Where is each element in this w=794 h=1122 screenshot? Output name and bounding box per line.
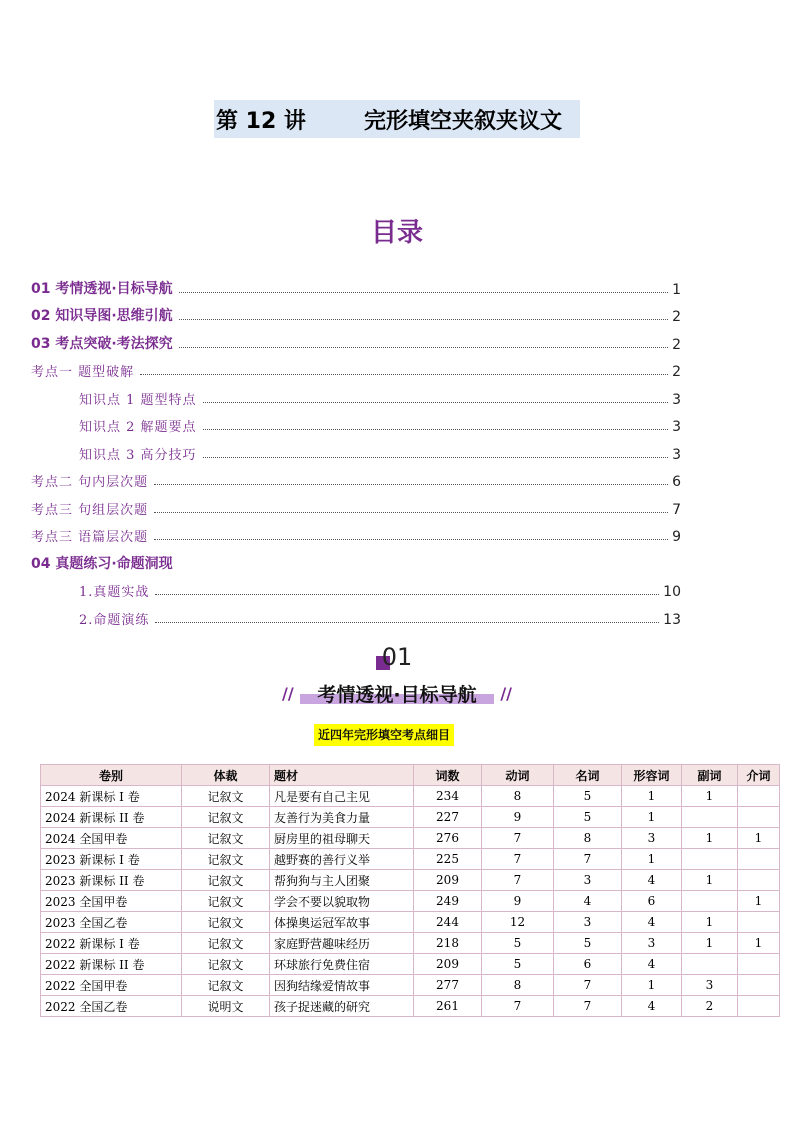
table-row: [41, 912, 780, 933]
table-row: [41, 954, 780, 975]
toc-entry[interactable]: 知识点 1 题型特点 3: [79, 392, 681, 408]
toc-entry[interactable]: 2.命题演练 13: [79, 612, 681, 628]
table-cell: 6: [554, 954, 622, 975]
toc-entry[interactable]: 03 考点突破·考法探究 2: [31, 336, 681, 353]
toc-entry[interactable]: 1.真题实战 10: [79, 584, 681, 600]
table-cell: [682, 891, 738, 912]
toc-entry[interactable]: 考点一 题型破解 2: [31, 364, 681, 380]
table-cell: 4: [622, 912, 682, 933]
table-cell: 记叙文: [182, 912, 270, 933]
table-cell: 7: [554, 849, 622, 870]
table-cell: 2023 新课标 I 卷: [41, 849, 182, 870]
section-number: 01: [381, 643, 413, 671]
table-cell: 4: [622, 954, 682, 975]
table-cell: 5: [554, 807, 622, 828]
table-cell: 说明文: [182, 996, 270, 1017]
table-cell: 249: [414, 891, 482, 912]
table-cell: 1: [682, 828, 738, 849]
table-cell: 2022 新课标 II 卷: [41, 954, 182, 975]
table-cell: 5: [554, 786, 622, 807]
table-cell: 209: [414, 870, 482, 891]
table-caption: 近四年完形填空考点细目: [314, 724, 454, 746]
table-cell: 2022 全国乙卷: [41, 996, 182, 1017]
table-cell: 8: [482, 786, 554, 807]
table-cell: 1: [738, 828, 780, 849]
lecture-title: [214, 100, 580, 138]
toc-entry[interactable]: 01 考情透视·目标导航 1: [31, 281, 681, 298]
table-cell: 记叙文: [182, 849, 270, 870]
table-header-row: [41, 765, 780, 786]
table-cell: 1: [682, 786, 738, 807]
table-cell: 记叙文: [182, 828, 270, 849]
table-cell: 记叙文: [182, 807, 270, 828]
table-cell: [682, 807, 738, 828]
table-row: [41, 807, 780, 828]
section-title: 考情透视·目标导航: [317, 684, 477, 706]
table-cell: 记叙文: [182, 870, 270, 891]
table-cell: 3: [622, 828, 682, 849]
table-cell: 2023 新课标 II 卷: [41, 870, 182, 891]
toc-entry[interactable]: 考点三 句组层次题 7: [31, 502, 681, 518]
toc-heading: 目录: [370, 218, 423, 248]
toc-entry[interactable]: 02 知识导图·思维引航 2: [31, 308, 681, 325]
column-header: 卷别: [41, 765, 182, 786]
column-header: 介词: [738, 765, 780, 786]
column-header: 词数: [414, 765, 482, 786]
table-cell: 体操奥运冠军故事: [270, 912, 414, 933]
table-cell: [738, 912, 780, 933]
table-cell: 1: [622, 807, 682, 828]
table-cell: 厨房里的祖母聊天: [270, 828, 414, 849]
table-cell: 277: [414, 975, 482, 996]
column-header: 名词: [554, 765, 622, 786]
column-header: 副词: [682, 765, 738, 786]
table-cell: 5: [554, 933, 622, 954]
slash-left-icon: //: [282, 684, 294, 703]
table-cell: 友善行为美食力量: [270, 807, 414, 828]
table-cell: 2022 新课标 I 卷: [41, 933, 182, 954]
table-cell: 7: [554, 996, 622, 1017]
table-cell: 12: [482, 912, 554, 933]
column-header: 题材: [270, 765, 414, 786]
table-cell: 记叙文: [182, 975, 270, 996]
table-cell: 1: [682, 912, 738, 933]
table-cell: 276: [414, 828, 482, 849]
table-cell: 4: [554, 891, 622, 912]
table-cell: 5: [482, 954, 554, 975]
table-cell: 2024 新课标 II 卷: [41, 807, 182, 828]
table-cell: 7: [482, 828, 554, 849]
column-header: 动词: [482, 765, 554, 786]
slash-right-icon: //: [500, 684, 512, 703]
table-cell: 帮狗狗与主人团聚: [270, 870, 414, 891]
table-cell: 227: [414, 807, 482, 828]
table-cell: 9: [482, 807, 554, 828]
table-cell: 1: [622, 849, 682, 870]
table-cell: [738, 975, 780, 996]
table-cell: 209: [414, 954, 482, 975]
lecture-name: 完形填空夹叙夹议文: [363, 108, 562, 134]
table-cell: 8: [482, 975, 554, 996]
table-cell: [738, 786, 780, 807]
section-banner: [282, 680, 512, 706]
toc-entry[interactable]: 考点三 语篇层次题 9: [31, 529, 681, 545]
table-cell: 凡是要有自己主见: [270, 786, 414, 807]
column-header: 体裁: [182, 765, 270, 786]
table-cell: [738, 870, 780, 891]
column-header: 形容词: [622, 765, 682, 786]
toc-entry[interactable]: 04 真题练习·命题洞现: [31, 556, 173, 572]
lecture-number: 第 12 讲: [216, 108, 306, 134]
table-cell: 2022 全国甲卷: [41, 975, 182, 996]
table-cell: 1: [682, 870, 738, 891]
table-cell: 234: [414, 786, 482, 807]
table-cell: 3: [554, 912, 622, 933]
table-cell: [682, 849, 738, 870]
table-cell: 7: [482, 996, 554, 1017]
table-cell: 218: [414, 933, 482, 954]
toc-entry[interactable]: 知识点 3 高分技巧 3: [79, 447, 681, 463]
table-cell: [738, 849, 780, 870]
table-cell: [738, 996, 780, 1017]
table-cell: 2024 全国甲卷: [41, 828, 182, 849]
table-cell: 记叙文: [182, 786, 270, 807]
table-cell: 学会不要以貌取物: [270, 891, 414, 912]
table-cell: 因狗结缘爱情故事: [270, 975, 414, 996]
table-cell: 3: [554, 870, 622, 891]
table-cell: 225: [414, 849, 482, 870]
table-cell: 8: [554, 828, 622, 849]
table-cell: 2023 全国乙卷: [41, 912, 182, 933]
table-row: [41, 933, 780, 954]
table-cell: [682, 954, 738, 975]
table-cell: [738, 807, 780, 828]
table-cell: 2023 全国甲卷: [41, 891, 182, 912]
table-row: [41, 996, 780, 1017]
table-cell: 3: [682, 975, 738, 996]
toc-entry[interactable]: 知识点 2 解题要点 3: [79, 419, 681, 435]
toc-entry[interactable]: 考点二 句内层次题 6: [31, 474, 681, 490]
table-cell: 1: [738, 891, 780, 912]
table-cell: 1: [622, 975, 682, 996]
table-cell: 2024 新课标 I 卷: [41, 786, 182, 807]
table-row: [41, 828, 780, 849]
table-cell: 5: [482, 933, 554, 954]
table-cell: 1: [738, 933, 780, 954]
table-cell: 记叙文: [182, 891, 270, 912]
table-row: [41, 975, 780, 996]
table-cell: [738, 954, 780, 975]
table-cell: 记叙文: [182, 933, 270, 954]
table-cell: 1: [682, 933, 738, 954]
table-cell: 6: [622, 891, 682, 912]
table-cell: 261: [414, 996, 482, 1017]
table-cell: 家庭野营趣味经历: [270, 933, 414, 954]
table-cell: 越野赛的善行义举: [270, 849, 414, 870]
table-cell: 4: [622, 996, 682, 1017]
table-cell: 4: [622, 870, 682, 891]
table-cell: 环球旅行免费住宿: [270, 954, 414, 975]
table-cell: 3: [622, 933, 682, 954]
table-row: [41, 870, 780, 891]
table-cell: 孩子捉迷藏的研究: [270, 996, 414, 1017]
table-cell: 7: [482, 870, 554, 891]
table-cell: 9: [482, 891, 554, 912]
table-cell: 7: [554, 975, 622, 996]
table-cell: 2: [682, 996, 738, 1017]
table-row: [41, 786, 780, 807]
table-row: [41, 849, 780, 870]
table-cell: 记叙文: [182, 954, 270, 975]
table-cell: 244: [414, 912, 482, 933]
exam-stats-table: [40, 764, 780, 1017]
table-cell: 7: [482, 849, 554, 870]
table-row: [41, 891, 780, 912]
table-cell: 1: [622, 786, 682, 807]
